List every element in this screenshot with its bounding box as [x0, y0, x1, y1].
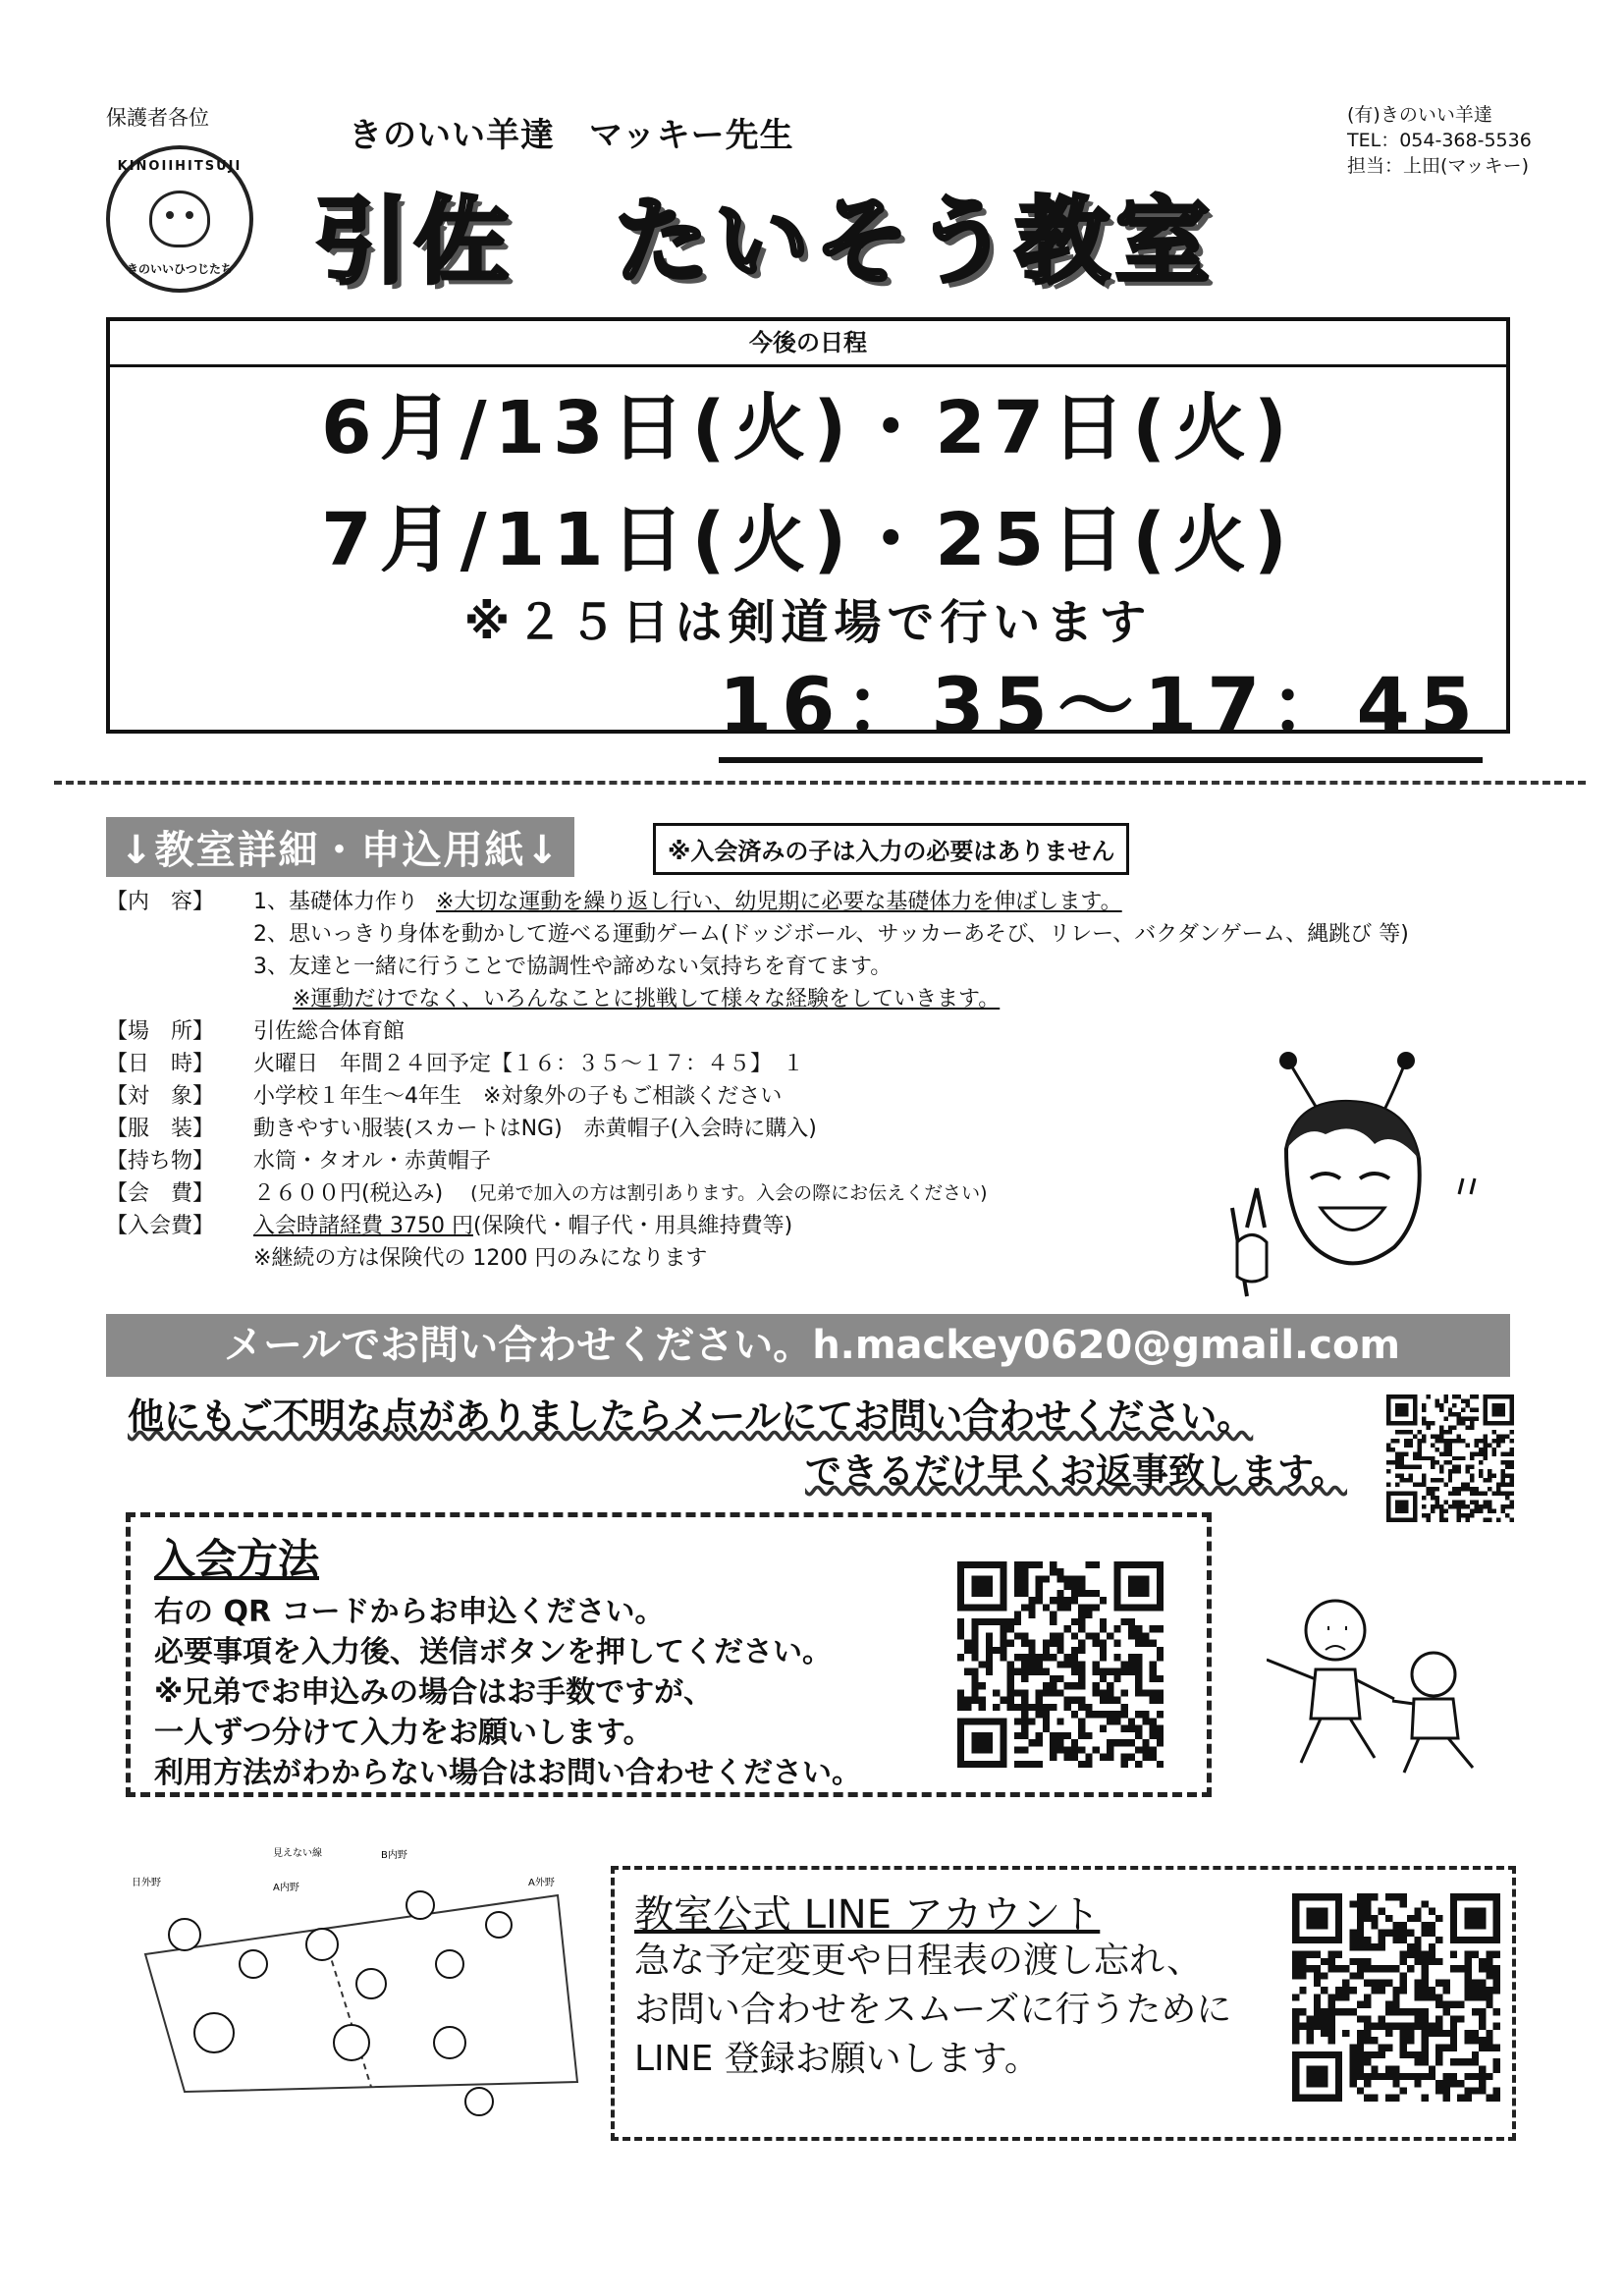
join-line: ※兄弟でお申込みの場合はお手数ですが、: [154, 1675, 714, 1710]
addressee: 保護者各位: [106, 106, 209, 130]
entry-fee-detail: (保険代・帽子代・用具維持費等): [472, 1214, 793, 1238]
content-label: 【内 容】: [106, 890, 215, 914]
org-teacher: きのいい羊達 マッキー先生: [349, 116, 794, 155]
company-contact: 担当：上田(マッキー): [1347, 155, 1530, 177]
email-banner: メールでお問い合わせください。h.mackey0620@gmail.com: [106, 1314, 1510, 1377]
target-label: 【対 象】: [106, 1084, 215, 1109]
entry-note: ※継続の方は保険代の 1200 円のみになります: [253, 1246, 708, 1271]
clothes-row: [106, 1113, 1235, 1145]
class-time: 16：35〜17：45: [719, 645, 1483, 763]
email-qr-code[interactable]: [1386, 1394, 1514, 1522]
teacher-mascot-illustration: [1227, 1041, 1512, 1306]
join-instructions: [154, 1592, 861, 1793]
place-row: [106, 1015, 1235, 1048]
content-note: ※運動だけでなく、いろんなことに挑戦して様々な経験をしていきます。: [293, 987, 1001, 1011]
fee-label: 【会 費】: [106, 1181, 215, 1206]
items-label: 【持ち物】: [106, 1149, 215, 1174]
label-a-outfield: A外野: [528, 1878, 555, 1888]
company-info: [1347, 102, 1532, 179]
fee-value: ２６００円(税込み): [253, 1181, 444, 1206]
company-name: (有)きのいい羊達: [1347, 104, 1492, 126]
datetime-row: [106, 1048, 1235, 1080]
items-value: 水筒・タオル・赤黄帽子: [253, 1149, 492, 1174]
schedule-header: 今後の日程: [110, 321, 1506, 367]
sheep-face-icon: [149, 191, 210, 247]
cut-line: [54, 781, 1586, 785]
page-title: 引佐 たいそう教室: [314, 187, 1216, 297]
content-1: 1、基礎体力作り: [253, 890, 418, 914]
company-tel: TEL：054-368-5536: [1347, 130, 1532, 151]
details-heading: ↓教室詳細・申込用紙↓: [106, 817, 574, 877]
items-row: [106, 1145, 1235, 1177]
label-a-infield: A内野: [273, 1883, 299, 1893]
dodgeball-illustration: [126, 1846, 587, 2141]
place-label: 【場 所】: [106, 1019, 215, 1044]
schedule-dates-june: 6月/13日(火)・27日(火): [321, 386, 1295, 470]
line-account-line: お問い合わせをスムーズに行うために: [634, 1990, 1232, 2030]
join-line: 利用方法がわからない場合はお問い合わせください。: [154, 1756, 861, 1790]
clothes-label: 【服 装】: [106, 1117, 215, 1141]
line-account-title: 教室公式 LINE アカウント: [634, 1892, 1101, 1938]
inquiry-text-2: できるだけ早くお返事致します。: [805, 1450, 1348, 1493]
label-b-infield: B内野: [381, 1850, 407, 1861]
signup-qr-code[interactable]: [957, 1561, 1164, 1768]
target-value: 小学校１年生〜4年生 ※対象外の子もご相談ください: [253, 1084, 783, 1109]
content-3: 3、友達と一緒に行うことで協調性や諦めない気持ちを育てます。: [253, 955, 893, 979]
logo: [106, 145, 253, 293]
details-list: [106, 886, 1409, 1275]
label-outfield-1: 日外野: [132, 1878, 161, 1888]
content-row: [106, 886, 1235, 918]
entry-label: 【入会費】: [106, 1214, 215, 1238]
fee-note: (兄弟で加入の方は割引あります。入会の際にお伝えください): [470, 1182, 988, 1204]
line-account-line: 急な予定変更や日程表の渡し忘れ、: [634, 1941, 1203, 1981]
schedule-box: [106, 317, 1510, 751]
label-invisible-line: 見えない線: [273, 1848, 322, 1859]
join-title: 入会方法: [154, 1535, 320, 1583]
logo-text-top: KINOIIHITSUJI: [117, 159, 243, 174]
venue-note: ※２５日は剣道場で行います: [463, 595, 1153, 650]
inquiry-text-1: 他にもご不明な点がありましたらメールにてお問い合わせください。: [128, 1395, 1254, 1438]
members-note: ※入会済みの子は入力の必要はありません: [653, 823, 1129, 875]
content-2: 2、思いっきり身体を動かして遊べる運動ゲーム(ドッジボール、サッカーあそび、リレー、バクダンゲーム、縄跳び 等): [253, 922, 1409, 947]
entry-fee: 入会時諸経費 3750 円: [253, 1214, 473, 1238]
content-1-note: ※大切な運動を繰り返し行い、幼児期に必要な基礎体力を伸ばします。: [436, 890, 1122, 914]
line-account-text: [634, 1937, 1231, 2084]
join-line: 右の QR コードからお申込ください。: [154, 1595, 665, 1629]
fee-row: [106, 1177, 1235, 1210]
logo-text-bottom: きのいいひつじたち: [126, 262, 233, 276]
target-row: [106, 1080, 1235, 1113]
join-line: 一人ずつ分けて入力をお願いします。: [154, 1716, 653, 1750]
running-kids-illustration: [1267, 1581, 1502, 1777]
datetime-value: 火曜日 年間２４回予定【１６：３５〜１７：４５】 １: [253, 1052, 805, 1076]
line-account-line: LINE 登録お願いします。: [634, 2039, 1040, 2079]
entry-row: [106, 1210, 1235, 1242]
line-qr-code[interactable]: [1292, 1893, 1500, 2102]
schedule-dates-july: 7月/11日(火)・25日(火): [321, 498, 1295, 582]
place-value: 引佐総合体育館: [253, 1019, 406, 1044]
clothes-value: 動きやすい服装(スカートはNG) 赤黄帽子(入会時に購入): [253, 1117, 817, 1141]
datetime-label: 【日 時】: [106, 1052, 215, 1076]
join-line: 必要事項を入力後、送信ボタンを押してください。: [154, 1635, 832, 1669]
